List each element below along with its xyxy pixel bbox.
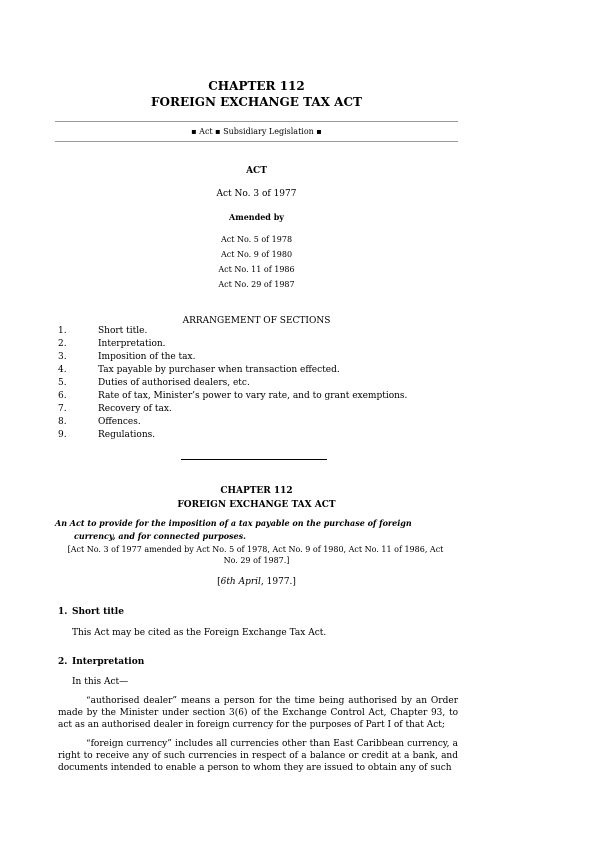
long-title-line-1: An Act to provide for the imposition of a tax payable on the purchase of foreign xyxy=(55,518,412,528)
amendment-item: Act No. 9 of 1980 xyxy=(220,250,293,259)
section-1-text: This Act may be cited as the Foreign Exchange Tax Act. xyxy=(72,628,327,638)
header-title: FOREIGN EXCHANGE TAX ACT xyxy=(151,95,362,109)
header-rule-top xyxy=(55,121,458,122)
arrangement-heading: ARRANGEMENT OF SECTIONS xyxy=(182,316,331,326)
arrangement-item-label: Tax payable by purchaser when transaction effected. xyxy=(98,365,340,375)
arrangement-item-label: Interpretation. xyxy=(98,339,166,349)
section-2-intro: In this Act— xyxy=(72,677,129,687)
citation-line-1: [Act No. 3 of 1977 amended by Act No. 5 of 1978, Act No. 9 of 1980, Act No. 11 of 1986, Act xyxy=(67,545,444,554)
date-close: , 1977.] xyxy=(260,577,296,587)
act-number: Act No. 3 of 1977 xyxy=(216,189,297,199)
definition-foreign-currency: “foreign currency” includes all currencies other than East Caribbean currency, a right to receive any of such currencies in respect of a balance or credit at a bank, and documents intended to enable a person to whom they are issued to obtain any of such xyxy=(58,739,458,773)
arrangement-item-number: 7. xyxy=(58,404,67,414)
section-1-heading: Short title xyxy=(72,607,124,617)
amendment-item: Act No. 5 of 1978 xyxy=(220,235,293,244)
date-italic: 6th April xyxy=(220,577,261,587)
arrangement-item-number: 2. xyxy=(58,339,67,349)
header-nav-links[interactable]: ▪ Act ▪ Subsidiary Legislation ▪ xyxy=(191,127,322,136)
arrangement-item-number: 5. xyxy=(58,378,67,388)
arrangement-item-number: 1. xyxy=(58,326,67,336)
arrangement-item-label: Duties of authorised dealers, etc. xyxy=(98,378,250,388)
amendment-item: Act No. 11 of 1986 xyxy=(218,265,295,274)
arrangement-item-label: Offences. xyxy=(98,417,141,427)
citation-line-2: No. 29 of 1987.] xyxy=(223,556,290,565)
arrangement-item-label: Rate of tax, Minister’s power to vary rate, and to grant exemptions. xyxy=(98,391,408,401)
arrangement-item-number: 8. xyxy=(58,417,67,427)
commencement-date xyxy=(55,577,458,587)
body-title: FOREIGN EXCHANGE TAX ACT xyxy=(177,500,336,510)
header-chapter: CHAPTER 112 xyxy=(208,79,305,93)
body-chapter: CHAPTER 112 xyxy=(220,486,293,496)
arrangement-item-number: 3. xyxy=(58,352,67,362)
arrangement-item-number: 4. xyxy=(58,365,67,375)
arrangement-item-label: Short title. xyxy=(98,326,148,336)
section-divider xyxy=(181,459,327,460)
header-rule-bottom xyxy=(55,141,458,142)
section-1-number: 1. xyxy=(58,607,68,617)
amended-by-label: Amended by xyxy=(229,212,284,222)
act-heading: ACT xyxy=(246,166,267,176)
date-open-bracket: [ xyxy=(217,577,221,587)
section-2-number: 2. xyxy=(58,657,68,667)
amendment-item: Act No. 29 of 1987 xyxy=(218,280,295,289)
definition-authorised-dealer: “authorised dealer” means a person for the time being authorised by an Order made by the Minister under section 3(6) of the Exchange Control Act, Chapter 93, to act as an authorised dealer in foreign currency for the purposes of Part I of that Act; xyxy=(58,696,458,730)
section-2-heading: Interpretation xyxy=(72,657,145,667)
arrangement-item-label: Recovery of tax. xyxy=(98,404,172,414)
long-title-line-2: currency, and for connected purposes. xyxy=(74,531,246,541)
arrangement-item-label: Imposition of the tax. xyxy=(98,352,196,362)
arrangement-item-label: Regulations. xyxy=(98,430,156,440)
arrangement-item-number: 6. xyxy=(58,391,67,401)
arrangement-item-number: 9. xyxy=(58,430,67,440)
